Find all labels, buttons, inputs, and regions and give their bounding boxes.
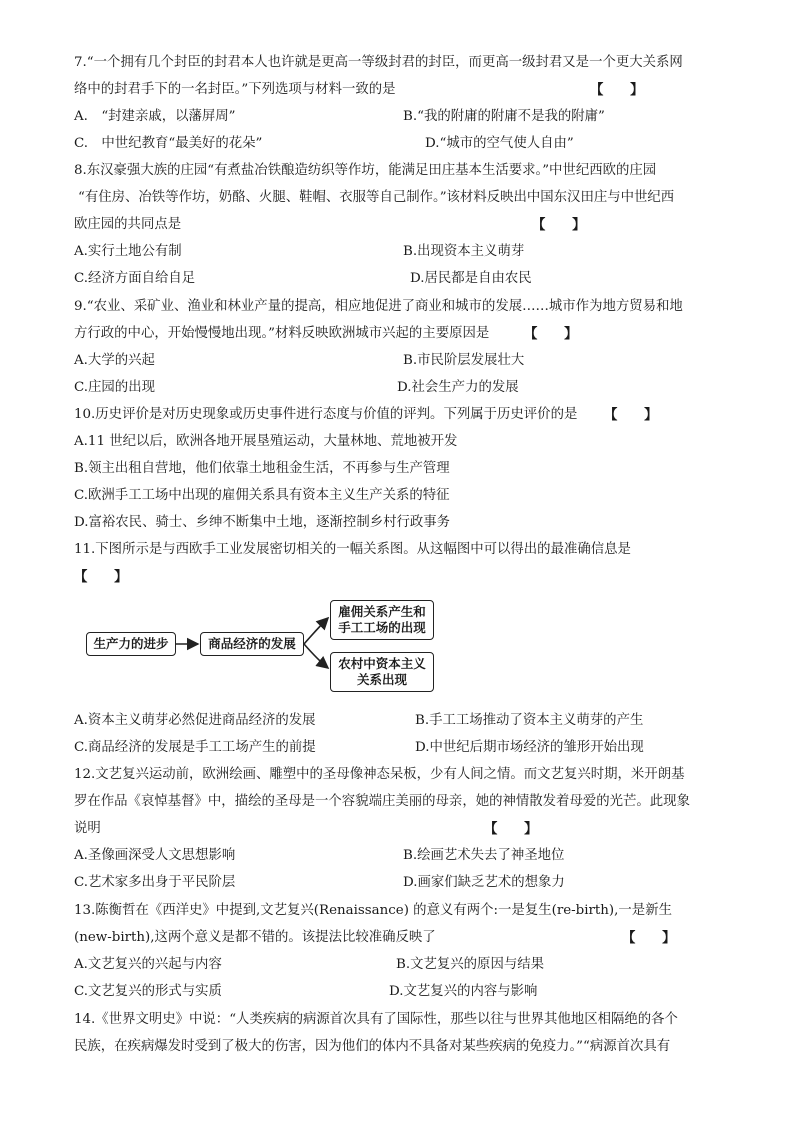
- q14-stem-line1: 14.《世界文明史》中说：“人类疾病的病源首次具有了国际性，那些以往与世界其他地区相隔绝的各个: [74, 1012, 678, 1027]
- q8-option-b[interactable]: B.出现资本主义萌芽: [403, 244, 525, 259]
- q12-option-a[interactable]: A.圣像画深受人文思想影响: [74, 848, 236, 863]
- q12-stem-line2: 罗在作品《哀悼基督》中，描绘的圣母是一个容貌端庄美丽的母亲，她的神情散发着母爱的光芒。此现象: [74, 794, 690, 809]
- q8-answer-bracket: 【 】: [532, 217, 586, 233]
- q12-stem-line1: 12.文艺复兴运动前，欧洲绘画、雕塑中的圣母像神态呆板，少有人间之情。而文艺复兴时期，米开朗基: [74, 767, 685, 782]
- q7-stem-line2: 络中的封君手下的一名封臣。”下列选项与材料一致的是: [74, 82, 396, 97]
- q7-stem-line1: 7.“一个拥有几个封臣的封君本人也许就是更高一等级封君的封臣，而更高一级封君又是一个更大关系网: [74, 55, 683, 70]
- q12-option-c[interactable]: C.艺术家多出身于平民阶层: [74, 875, 236, 890]
- q10-option-c[interactable]: C.欧洲手工工场中出现的雇佣关系具有资本主义生产关系的特征: [74, 488, 450, 503]
- q13-option-b[interactable]: B.文艺复兴的原因与结果: [396, 957, 545, 972]
- q9-option-d[interactable]: D.社会生产力的发展: [397, 380, 519, 395]
- diagram-box-productivity: 生产力的进步: [86, 632, 176, 656]
- q8-stem-line3: 欧庄园的共同点是: [74, 217, 182, 232]
- q12-stem-line3: 说明: [74, 821, 101, 836]
- q13-answer-bracket: 【 】: [622, 930, 676, 946]
- arrow-2-to-4: [304, 644, 328, 668]
- q9-answer-bracket: 【 】: [524, 326, 578, 342]
- q7-option-b[interactable]: B.“我的附庸的附庸不是我的附庸”: [403, 109, 605, 124]
- q10-option-b[interactable]: B.领主出租自营地，他们依靠土地租金生活，不再参与生产管理: [74, 461, 450, 476]
- q12-option-b[interactable]: B.绘画艺术失去了神圣地位: [403, 848, 565, 863]
- q7-answer-bracket: 【 】: [590, 82, 644, 98]
- diagram-box-rural-capitalism: 农村中资本主义关系出现: [330, 652, 434, 692]
- q13-stem-line1: 13.陈衡哲在《西洋史》中提到,文艺复兴(Renaissance) 的意义有两个:一是复生(re-birth),一是新生: [74, 903, 672, 918]
- q8-stem-line2: “有住房、冶铁等作坊，奶酪、火腿、鞋帽、衣服等自己制作。”该材料反映出中国东汉田庄与中世纪西: [78, 190, 675, 205]
- q8-option-a[interactable]: A.实行土地公有制: [74, 244, 182, 259]
- arrow-2-to-3: [304, 618, 328, 644]
- q10-stem-line1: 10.历史评价是对历史现象或历史事件进行态度与价值的评判。下列属于历史评价的是: [74, 407, 578, 422]
- q7-option-c[interactable]: C. 中世纪教育“最美好的花朵”: [74, 136, 263, 151]
- q7-option-d[interactable]: D.“城市的空气使人自由”: [425, 136, 574, 151]
- q14-stem-line2: 民族，在疾病爆发时受到了极大的伤害，因为他们的体内不具备对某些疾病的免疫力。”“病源首次具有: [74, 1039, 671, 1054]
- q9-option-b[interactable]: B.市民阶层发展壮大: [403, 353, 525, 368]
- q10-option-d[interactable]: D.富裕农民、骑士、乡绅不断集中土地，逐渐控制乡村行政事务: [74, 515, 451, 530]
- diagram-box-workshops: 雇佣关系产生和手工工场的出现: [330, 600, 434, 640]
- relationship-diagram: [86, 598, 446, 694]
- q13-option-a[interactable]: A.文艺复兴的兴起与内容: [74, 957, 222, 972]
- q8-option-d[interactable]: D.居民都是自由农民: [410, 271, 532, 286]
- q11-option-a[interactable]: A.资本主义萌芽必然促进商品经济的发展: [74, 713, 316, 728]
- q8-stem-line1: 8.东汉豪强大族的庄园“有煮盐冶铁酿造纺织等作坊，能满足田庄基本生活要求。”中世纪西欧的庄园: [74, 163, 657, 178]
- q12-answer-bracket: 【 】: [484, 821, 538, 837]
- q11-stem-line1: 11.下图所示是与西欧手工业发展密切相关的一幅关系图。从这幅图中可以得出的最准确信息是: [74, 542, 631, 557]
- q12-option-d[interactable]: D.画家们缺乏艺术的想象力: [403, 875, 565, 890]
- q13-option-d[interactable]: D.文艺复兴的内容与影响: [389, 984, 538, 999]
- q10-answer-bracket: 【 】: [604, 407, 658, 423]
- q7-option-a[interactable]: A. “封建亲戚，以藩屏周”: [74, 109, 236, 124]
- q9-stem-line2: 方行政的中心，开始慢慢地出现。”材料反映欧洲城市兴起的主要原因是: [74, 326, 490, 341]
- q11-answer-bracket: 【 】: [74, 569, 128, 585]
- q9-option-c[interactable]: C.庄园的出现: [74, 380, 155, 395]
- q11-option-d[interactable]: D.中世纪后期市场经济的雏形开始出现: [415, 740, 644, 755]
- q13-stem-line2: (new-birth),这两个意义是都不错的。该提法比较准确反映了: [74, 930, 436, 945]
- q13-option-c[interactable]: C.文艺复兴的形式与实质: [74, 984, 222, 999]
- q10-option-a[interactable]: A.11 世纪以后，欧洲各地开展垦殖运动，大量林地、荒地被开发: [74, 434, 458, 449]
- q8-option-c[interactable]: C.经济方面自给自足: [74, 271, 196, 286]
- diagram-box-commodity-economy: 商品经济的发展: [200, 632, 304, 656]
- q11-option-c[interactable]: C.商品经济的发展是手工工场产生的前提: [74, 740, 316, 755]
- q9-stem-line1: 9.“农业、采矿业、渔业和林业产量的提高，相应地促进了商业和城市的发展……城市作为地方贸易和地: [74, 299, 683, 314]
- q9-option-a[interactable]: A.大学的兴起: [74, 353, 155, 368]
- q11-option-b[interactable]: B.手工工场推动了资本主义萌芽的产生: [415, 713, 644, 728]
